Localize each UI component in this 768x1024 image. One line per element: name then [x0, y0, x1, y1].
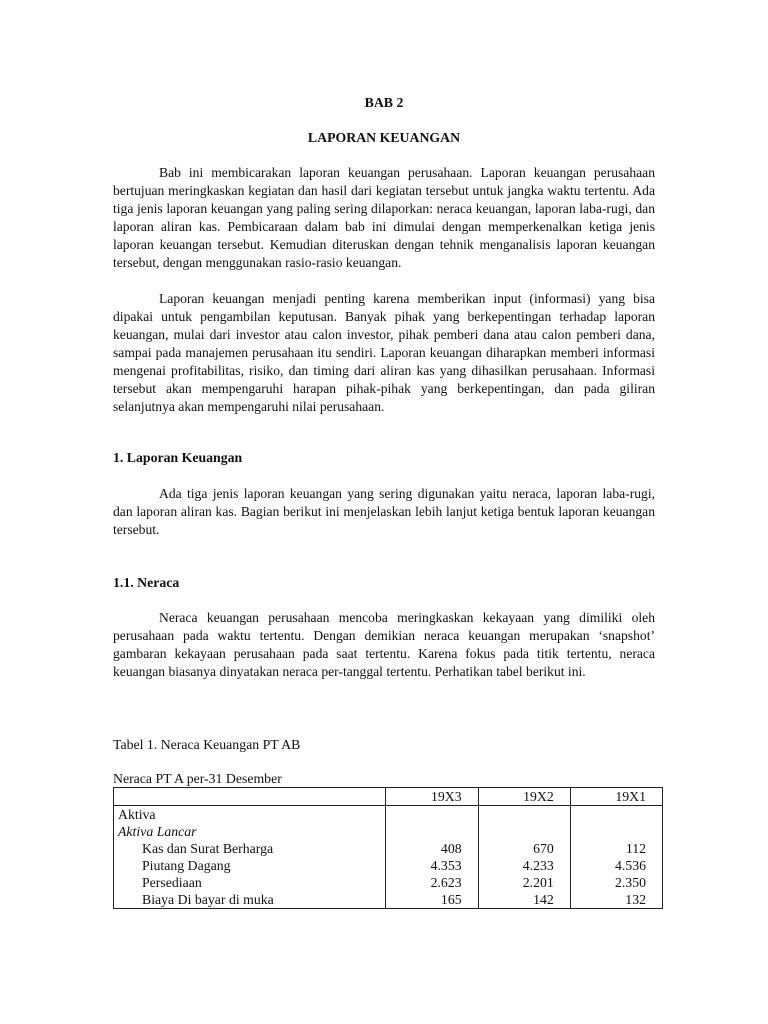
- table-row: [114, 806, 663, 824]
- table-row: [114, 891, 663, 909]
- table-cell: 2.201: [478, 874, 570, 891]
- table-row: [114, 857, 663, 874]
- section-paragraph-laporan-keuangan: Ada tiga jenis laporan keuangan yang sering digunakan yaitu neraca, laporan laba-rugi, dan laporan aliran kas. Bagian berikut ini menjelaskan lebih lanjut ketiga bentuk laporan keuangan tersebut.: [113, 486, 655, 537]
- table-cell: 4.536: [570, 857, 662, 874]
- row-label: Persediaan: [114, 874, 386, 891]
- table-cell: 4.353: [386, 857, 478, 874]
- intro-paragraph-1: Bab ini membicarakan laporan keuangan perusahaan. Laporan keuangan perusahaan bertujuan meringkaskan kegiatan dan hasil dari kegiatan tersebut untuk jangka waktu tertentu. Ada tiga jenis laporan keuangan yang paling sering dilaporkan: neraca keuangan, laporan laba-rugi, dan laporan aliran kas. Pembicaraan dalam bab ini dimulai dengan memperkenalkan ketiga jenis laporan keuangan tersebut. Kemudian diteruskan dengan tehnik menganalisis laporan keuangan tersebut, dengan menggunakan rasio-rasio keuangan.: [113, 165, 655, 270]
- table-cell: [478, 823, 570, 840]
- row-label: Aktiva Lancar: [114, 823, 386, 840]
- section-paragraph-neraca: Neraca keuangan perusahaan mencoba meringkaskan kekayaan yang dimiliki oleh perusahaan pada waktu tertentu. Dengan demikian neraca keuangan merupakan ‘snapshot’ gambaran kekayaan perusahaan pada saat tertentu. Karena fokus pada titik tertentu, neraca keuangan biasanya dinyatakan neraca per-tanggal tertentu. Perhatikan tabel berikut ini.: [113, 610, 655, 679]
- table-header-row: [114, 788, 663, 806]
- table-header-cell: 19X3: [386, 788, 478, 806]
- table-subcaption: Neraca PT A per-31 Desember: [113, 771, 282, 786]
- table-cell: 2.623: [386, 874, 478, 891]
- section-heading-neraca: 1.1. Neraca: [113, 575, 180, 590]
- table-cell: [386, 823, 478, 840]
- chapter-title: LAPORAN KEUANGAN: [307, 130, 461, 145]
- chapter-label: BAB 2: [364, 95, 404, 110]
- table-caption: Tabel 1. Neraca Keuangan PT AB: [113, 737, 301, 752]
- table-cell: [478, 806, 570, 824]
- table-cell: 670: [478, 840, 570, 857]
- table-cell: [570, 806, 662, 824]
- table-cell: 4.233: [478, 857, 570, 874]
- table-cell: [386, 806, 478, 824]
- row-label: Kas dan Surat Berharga: [114, 840, 386, 857]
- balance-sheet-table: [113, 787, 663, 909]
- intro-paragraph-2: Laporan keuangan menjadi penting karena memberikan input (informasi) yang bisa dipakai untuk pengambilan keputusan. Banyak pihak yang berkepentingan terhadap laporan keuangan, mulai dari investor atau calon investor, pihak pemberi dana atau calon pemberi dana, sampai pada manajemen perusahaan itu sendiri. Laporan keuangan diharapkan memberi informasi mengenai profitabilitas, risiko, dan timing dari aliran kas yang dihasilkan perusahaan. Informasi tersebut akan mempengaruhi harapan pihak-pihak yang berkepentingan, dan pada giliran selanjutnya akan mempengaruhi nilai perusahaan.: [113, 291, 655, 414]
- table-header-cell: 19X1: [570, 788, 662, 806]
- table-cell: 132: [570, 891, 662, 909]
- row-label: Biaya Di bayar di muka: [114, 891, 386, 909]
- row-label: Aktiva: [114, 806, 386, 824]
- table-row: [114, 874, 663, 891]
- table-cell: 142: [478, 891, 570, 909]
- table-cell: 112: [570, 840, 662, 857]
- row-label: Piutang Dagang: [114, 857, 386, 874]
- table-cell: 165: [386, 891, 478, 909]
- table-row: [114, 840, 663, 857]
- table-header-cell: 19X2: [478, 788, 570, 806]
- table-cell: [570, 823, 662, 840]
- table-cell: 2.350: [570, 874, 662, 891]
- table-cell: 408: [386, 840, 478, 857]
- table-header-cell: [114, 788, 386, 806]
- section-heading-laporan-keuangan: 1. Laporan Keuangan: [113, 450, 243, 465]
- table-row: [114, 823, 663, 840]
